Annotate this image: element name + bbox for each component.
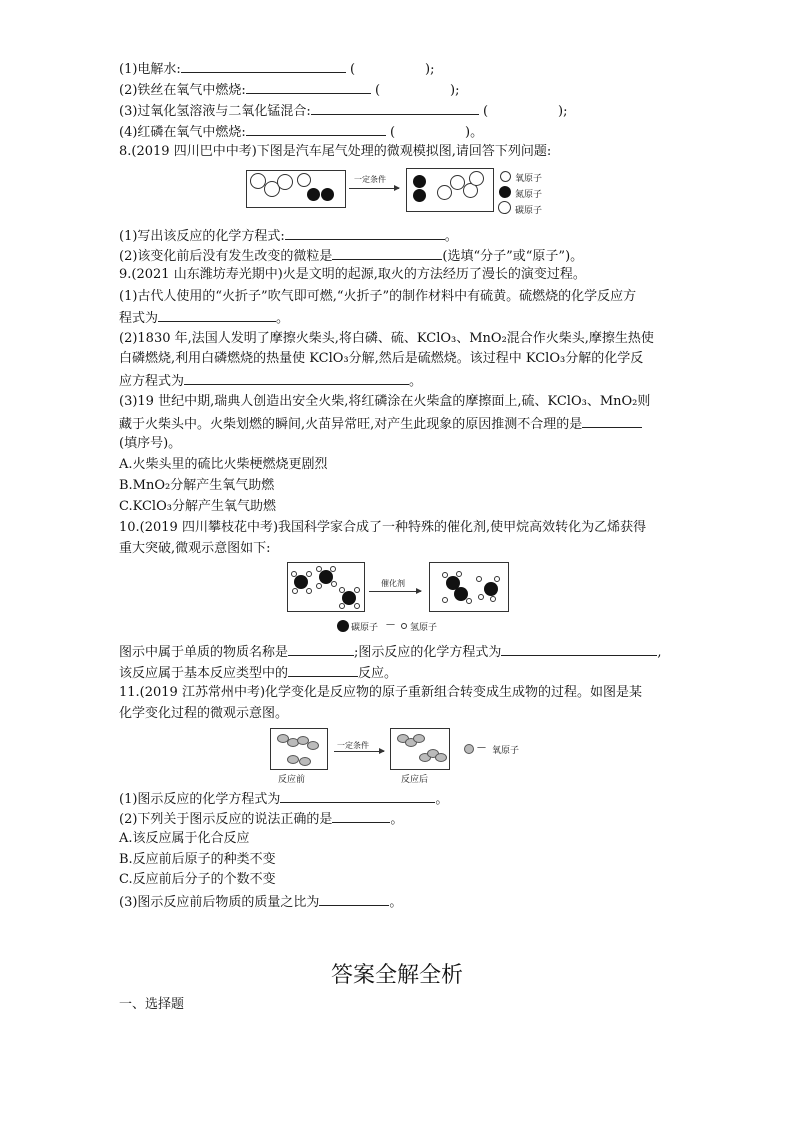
hydrogen-atom	[494, 576, 500, 582]
oxygen-legend-icon	[464, 744, 474, 754]
oxygen-atom	[287, 755, 299, 764]
hydrogen-atom	[316, 583, 322, 589]
section-heading: 一、选择题	[119, 997, 185, 1012]
nitrogen-atom	[307, 188, 320, 201]
q11-option-b: B.反应前后原子的种类不变	[119, 852, 276, 867]
q11-part-2-text: (2)下列关于图示反应的说法正确的是	[119, 812, 333, 827]
hydrogen-atom	[339, 603, 345, 609]
q10-stem: 10.(2019 四川攀枝花中考)我国科学家合成了一种特殊的催化剂,使甲烷高效转化为乙烯获得	[119, 520, 647, 535]
oxygen-atom	[297, 173, 311, 187]
q11-option-c: C.反应前后分子的个数不变	[119, 872, 276, 887]
q8-after-box	[406, 168, 494, 212]
nitrogen-legend-icon	[499, 186, 511, 198]
q7-item-2-text: (2)铁丝在氧气中燃烧:	[119, 83, 246, 98]
q8-before-box	[246, 170, 346, 208]
answer-blank[interactable]	[285, 225, 445, 240]
q10-text-1: 图示中属于单质的物质名称是	[119, 645, 289, 660]
answer-blank[interactable]	[319, 891, 389, 906]
hydrogen-atom	[354, 587, 360, 593]
hydrogen-atom	[442, 597, 448, 603]
paren: );	[450, 83, 460, 98]
q9-part-3-line-2	[119, 413, 642, 434]
paren: );	[425, 62, 435, 77]
q11-part-2	[119, 808, 403, 829]
q8-part-2-hint: (选填“分子”或“原子”)。	[442, 249, 584, 264]
paren: (	[374, 83, 381, 98]
q9-part-3-text: 藏于火柴头中。火柴划燃的瞬间,火苗异常旺,对产生此现象的原因推测不合理的是	[119, 417, 583, 432]
answer-blank[interactable]	[501, 641, 657, 656]
carbon-atom	[294, 575, 308, 589]
caption-before: 反应前	[278, 775, 306, 785]
period: 。	[409, 374, 423, 389]
q8-figure	[246, 168, 556, 218]
period: 。	[390, 812, 404, 827]
q7-item-2	[119, 79, 459, 100]
q10-figure	[287, 562, 547, 634]
hydrogen-atom	[306, 588, 312, 594]
paren: (	[389, 125, 396, 140]
q10-text-2: ;图示反应的化学方程式为	[354, 645, 502, 660]
nitrogen-atom	[321, 188, 334, 201]
q7-item-1	[119, 58, 434, 79]
q9-part-2-line-2: 白磷燃烧,利用白磷燃烧的热量使 KClO₃分解,然后是硫燃烧。该过程中 KClO₃分解的化学反	[119, 351, 644, 366]
q7-item-4-text: (4)红磷在氧气中燃烧:	[119, 125, 246, 140]
oxygen-atom	[299, 757, 311, 766]
answer-blank[interactable]	[288, 641, 354, 656]
q11-figure	[270, 728, 550, 784]
reaction-arrow	[369, 591, 421, 592]
comma: ,	[657, 645, 662, 660]
q11-option-a: A.该反应属于化合反应	[119, 831, 250, 846]
answer-blank[interactable]	[332, 245, 442, 260]
hydrogen-atom	[292, 588, 298, 594]
q11-part-1	[119, 788, 448, 809]
q10-after-box	[429, 562, 509, 612]
oxygen-legend-icon	[500, 171, 511, 182]
q10-text-3: 该反应属于基本反应类型中的	[119, 666, 289, 681]
q10-stem-line-2: 重大突破,微观示意图如下:	[119, 541, 271, 556]
oxygen-atom	[307, 741, 319, 750]
q10-text-4: 反应。	[358, 666, 398, 681]
oxygen-atom	[469, 171, 484, 186]
hydrogen-atom	[339, 587, 345, 593]
period: 。	[389, 895, 403, 910]
hydrogen-atom	[316, 566, 322, 572]
answer-blank[interactable]	[332, 808, 390, 823]
hydrogen-atom	[466, 598, 472, 604]
answer-blank[interactable]	[288, 662, 358, 677]
q10-before-box	[287, 562, 365, 612]
q9-option-c: C.KClO₃分解产生氧气助燃	[119, 499, 276, 514]
q8-part-1-text: (1)写出该反应的化学方程式:	[119, 229, 285, 244]
paren: );	[558, 104, 568, 119]
hydrogen-atom	[354, 603, 360, 609]
paren: (	[349, 62, 356, 77]
q11-after-box	[390, 728, 450, 770]
oxygen-atom	[435, 753, 447, 762]
q9-option-a: A.火柴头里的硫比火柴梗燃烧更剧烈	[119, 457, 328, 472]
q8-part-2-text: (2)该变化前后没有发生改变的微粒是	[119, 249, 333, 264]
hydrogen-atom	[476, 576, 482, 582]
q7-item-3	[119, 100, 567, 121]
answer-blank[interactable]	[246, 79, 371, 94]
q11-part-1-text: (1)图示反应的化学方程式为	[119, 792, 281, 807]
q11-before-box	[270, 728, 328, 770]
q11-part-3-text: (3)图示反应前后物质的质量之比为	[119, 895, 320, 910]
reaction-arrow	[349, 188, 399, 189]
q9-part-1-text: 程式为	[119, 311, 159, 326]
paren: (	[482, 104, 489, 119]
carbon-atom	[484, 582, 498, 596]
carbon-atom	[277, 174, 293, 190]
legend-carbon: 碳原子	[515, 206, 543, 216]
hydrogen-atom	[330, 566, 336, 572]
answer-blank[interactable]	[280, 788, 435, 803]
carbon-legend-icon	[337, 620, 349, 632]
caption-after: 反应后	[401, 775, 429, 785]
period: 。	[435, 792, 449, 807]
nitrogen-atom	[413, 175, 426, 188]
period: 。	[444, 229, 458, 244]
legend-oxygen: 氧原子	[492, 746, 520, 756]
q11-part-3	[119, 891, 402, 912]
hydrogen-atom	[291, 571, 297, 577]
legend-carbon: 碳原子	[351, 623, 379, 633]
q8-stem: 8.(2019 四川巴中中考)下图是汽车尾气处理的微观模拟图,请回答下列问题:	[119, 144, 552, 159]
oxygen-atom	[437, 185, 452, 200]
q9-part-2-line-3	[119, 370, 422, 391]
answers-title: 答案全解全析	[330, 963, 463, 988]
q9-part-2: (2)1830 年,法国人发明了摩擦火柴头,将白磷、硫、KClO₃、MnO₂混合作火柴头,摩擦生热使	[119, 331, 654, 346]
q7-item-3-text: (3)过氧化氢溶液与二氧化锰混合:	[119, 104, 311, 119]
q7-item-1-text: (1)电解水:	[119, 62, 181, 77]
legend-dash: —	[477, 743, 486, 753]
answer-blank[interactable]	[158, 307, 276, 322]
q8-part-2	[119, 245, 583, 266]
hydrogen-atom	[306, 571, 312, 577]
hydrogen-atom	[442, 572, 448, 578]
legend-nitrogen: 氮原子	[515, 190, 543, 200]
q8-part-1	[119, 225, 458, 246]
answer-blank[interactable]	[246, 121, 386, 136]
reaction-arrow	[334, 751, 384, 752]
hydrogen-atom	[331, 581, 337, 587]
q9-stem: 9.(2021 山东潍坊寿光期中)火是文明的起源,取火的方法经历了漫长的演变过程。	[119, 267, 586, 282]
q9-option-b: B.MnO₂分解产生氧气助燃	[119, 478, 275, 493]
paren: )。	[465, 125, 484, 140]
carbon-legend-icon	[498, 201, 511, 214]
answer-blank[interactable]	[184, 370, 409, 385]
oxygen-atom	[413, 734, 425, 743]
answer-blank[interactable]	[582, 413, 642, 428]
q10-answer-line-2	[119, 662, 397, 683]
q7-item-4	[119, 121, 483, 142]
nitrogen-atom	[413, 189, 426, 202]
q11-stem: 11.(2019 江苏常州中考)化学变化是反应物的原子重新组合转变成生成物的过程。如图是某	[119, 685, 643, 700]
hydrogen-atom	[490, 596, 496, 602]
q9-part-1: (1)古代人使用的“火折子”吹气即可燃,“火折子”的制作材料中有硫黄。硫燃烧的化学反应方	[119, 289, 637, 304]
legend-hydrogen: 氢原子	[410, 623, 438, 633]
q11-stem-line-2: 化学变化过程的微观示意图。	[119, 706, 289, 721]
q9-part-2-text: 应方程式为	[119, 374, 185, 389]
q9-part-3: (3)19 世纪中期,瑞典人创造出安全火柴,将红磷涂在火柴盒的摩擦面上,硫、KClO₃、MnO₂则	[119, 394, 651, 409]
hydrogen-atom	[456, 571, 462, 577]
condition-label: 一定条件	[354, 175, 386, 184]
answer-blank[interactable]	[311, 100, 479, 115]
legend-oxygen: 氧原子	[515, 174, 543, 184]
q9-part-1-cont	[119, 307, 289, 328]
q9-part-3-line-3: (填序号)。	[119, 436, 182, 451]
period: 。	[276, 311, 290, 326]
catalyst-label: 催化剂	[381, 579, 405, 588]
answer-blank[interactable]	[181, 58, 346, 73]
q10-answer-line-1	[119, 641, 662, 662]
condition-label: 一定条件	[337, 741, 369, 750]
hydrogen-legend-icon	[401, 623, 407, 629]
legend-dash: —	[386, 620, 395, 630]
hydrogen-atom	[478, 594, 484, 600]
